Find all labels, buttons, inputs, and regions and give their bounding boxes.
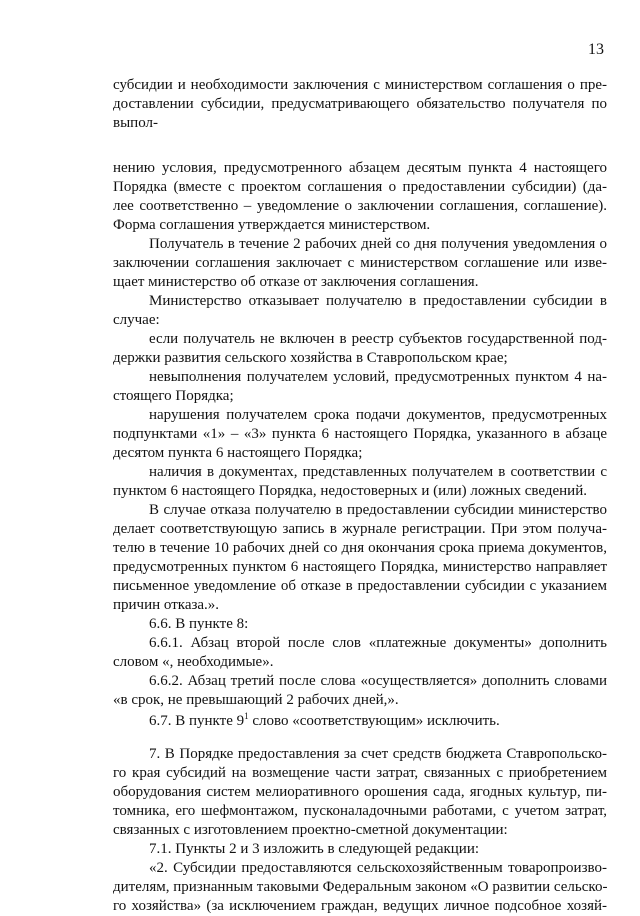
text-line: го хозяйства» (за исключением граждан, ведущих личное подсобное хозяй-: [113, 898, 607, 914]
text-line: пунктом 6 настоящего Порядка, недостоверных и (или) ложных сведений.: [113, 483, 587, 499]
text-fragment: 6.7. В пункте 9: [149, 713, 245, 729]
text-line: нению условия, предусмотренного абзацем десятым пункта 4 настоящего: [113, 160, 607, 176]
text-line: томника, его шефмонтажом, пусконаладочными работами, с учетом затрат,: [113, 803, 607, 819]
superscript: 1: [244, 711, 249, 721]
text-line: лее соответственно – уведомление о заключении соглашения, соглашение).: [113, 198, 607, 214]
text-line: 6.6.2. Абзац третий после слова «осуществляется» дополнить словами: [149, 673, 607, 689]
text-line: десятом пункта 6 настоящего Порядка;: [113, 445, 363, 461]
text-line: держки развития сельского хозяйства в Ставропольском крае;: [113, 350, 508, 366]
text-line: Министерство отказывает получателю в предоставлении субсидии в: [149, 293, 607, 309]
text-line-6-7: [149, 712, 607, 731]
text-line: нарушения получателем срока подачи документов, предусмотренных: [149, 407, 607, 423]
page-number: 13: [588, 41, 604, 58]
text-fragment: слово «соответствующим» исключить.: [248, 713, 500, 729]
text-line: «2. Субсидии предоставляются сельскохозяйственным товаропроизво-: [149, 860, 607, 876]
text-line: Порядка (вместе с проектом соглашения о предоставлении субсидии) (да-: [113, 179, 607, 195]
text-line: стоящего Порядка;: [113, 388, 234, 404]
text-line: если получатель не включен в реестр субъектов государственной под-: [149, 331, 607, 347]
text-line: субсидии и необходимости заключения с министерством соглашения о пре-: [113, 77, 607, 93]
text-line: 7. В Порядке предоставления за счет средств бюджета Ставропольско-: [149, 746, 607, 762]
text-line: заключении соглашения заключает с министерством соглашение или изве-: [113, 255, 607, 271]
text-line: Форма соглашения утверждается министерством.: [113, 217, 431, 233]
text-line: оборудования систем мелиоративного орошения сада, ягодных культур, пи-: [113, 784, 607, 800]
text-line: невыполнения получателем условий, предусмотренных пунктом 4 на-: [149, 369, 607, 385]
text-line: подпунктами «1» – «3» пункта 6 настоящего Порядка, указанного в абзаце: [113, 426, 607, 442]
text-line: причин отказа.».: [113, 597, 220, 613]
text-line: случае:: [113, 312, 160, 328]
text-line: предусмотренных пунктом 6 настоящего Порядка, министерство направляет: [113, 559, 607, 575]
text-line: выпол-: [113, 115, 158, 131]
text-line: 6.6. В пункте 8:: [149, 616, 249, 632]
text-line: связанных с изготовлением проектно-сметной документации:: [113, 822, 508, 838]
text-line: словом «, необходимые».: [113, 654, 274, 670]
text-line: «в срок, не превышающий 2 рабочих дней,».: [113, 692, 399, 708]
text-line: 7.1. Пункты 2 и 3 изложить в следующей редакции:: [149, 841, 480, 857]
text-line: го края субсидий на возмещение части затрат, связанных с приобретением: [113, 765, 607, 781]
text-line: щает министерство об отказе от заключения соглашения.: [113, 274, 479, 290]
text-line: дителям, признанным таковыми Федеральным законом «О развитии сельско-: [113, 879, 608, 895]
text-line: делает соответствующую запись в журнале регистрации. При этом получа-: [113, 521, 607, 537]
text-line: телю в течение 10 рабочих дней со дня окончания срока приема документов,: [113, 540, 607, 556]
text-line: письменное уведомление об отказе в предоставлении субсидии с указанием: [113, 578, 607, 594]
text-line: 6.6.1. Абзац второй после слов «платежные документы» дополнить: [149, 635, 607, 651]
text-line: В случае отказа получателю в предоставлении субсидии министерство: [149, 502, 607, 518]
text-line: Получатель в течение 2 рабочих дней со дня получения уведомления о: [149, 236, 607, 252]
text-line: доставлении субсидии, предусматривающего обязательство получателя по: [113, 96, 607, 112]
text-line: наличия в документах, представленных получателем в соответствии с: [149, 464, 607, 480]
